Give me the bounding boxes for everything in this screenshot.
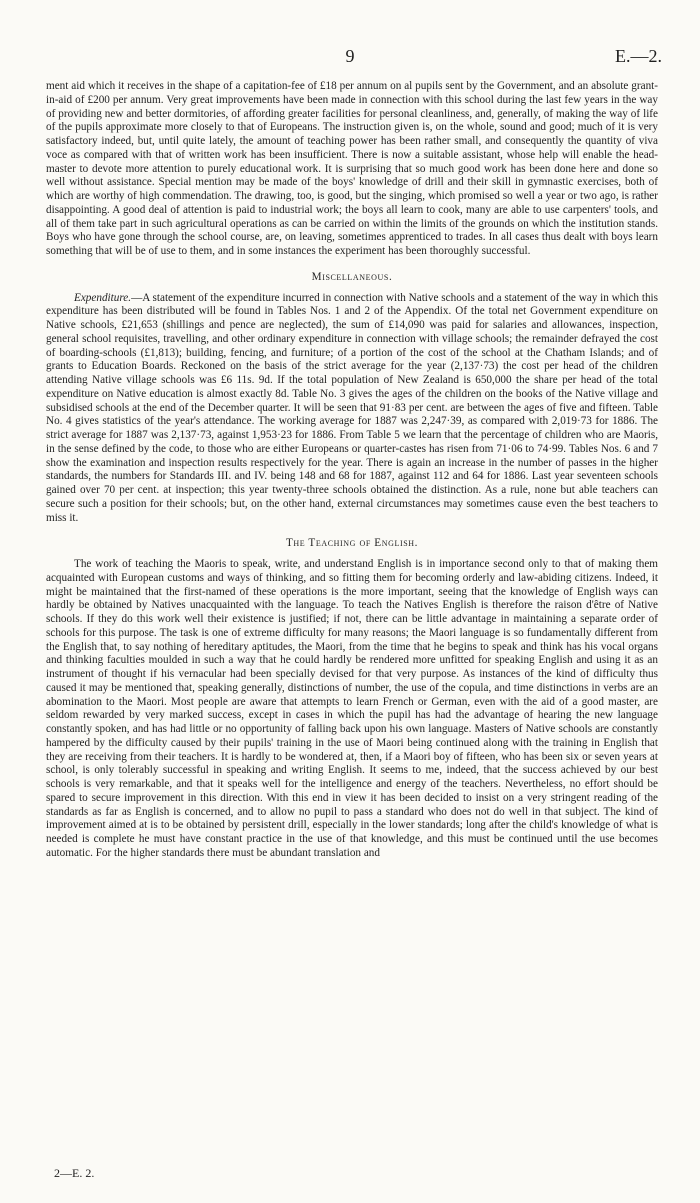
paragraph-school-report: ment aid which it receives in the shape of a capitation-fee of £18 per annum on al pupils sent by the Government, and an absolute grant-in-aid of £200 per annum. Very great improvements have been made in connection with this school during the last few years in the way of providing new and better dormitories, of affording greater facilities for personal cleanliness, and, generally, of making the way of life of the pupils approximate more closely to that of Europeans. The instruction given is, on the whole, sound and good; much of it is very satisfactory indeed, but, until quite lately, the amount of teaching power has been rather small, and consequently the quantity of viva voce as compared with that of written work has been insufficient. There is now a suitable assistant, whose help will enable the head-master to devote more attention to purely educational work. It is surprising that so much good work has been done here and done so well without assistance. Special mention may be made of the boys' knowledge of drill and their skill in gymnastic exercises, both of which are worthy of high commendation. The drawing, too, is good, but the singing, which promised so well a year or two ago, is rather disappointing. A good deal of attention is paid to industrial work; the boys all learn to cook, many are able to use carpenters' tools, and all of them take part in such agricultural operations as can be carried on within the limits of the grounds on which the institution stands. Boys who have gone through the school course, are, on leaving, sometimes apprenticed to trades. In all cases thus dealt with boys learn something that will be of use to them, and in some instances the experiment has been thoroughly successful.	[46, 80, 658, 257]
document-reference: E.—2.	[615, 46, 662, 66]
section-heading-miscellaneous: Miscellaneous.	[311, 270, 393, 283]
page-number: 9	[345, 46, 355, 66]
section-heading-teaching-english: The Teaching of English.	[285, 537, 419, 550]
paragraph-expenditure	[46, 292, 658, 526]
expenditure-lead: Expenditure.	[74, 291, 132, 304]
signature-mark: 2—E. 2.	[54, 1166, 95, 1180]
expenditure-text: —A statement of the expenditure incurred in connection with Native schools and a statement of the way in which this expenditure has been distributed will be found in Tables Nos. 1 and 2 of the Appendix. Of the total net Government expenditure on Native schools, £21,653 (shillings and pence are neglected), the sum of £14,090 was paid for salaries and allowances, inspection, general school requisites, travelling, and other ordinary expenditure in connection with village schools; the remainder defrayed the cost of boarding-schools (£1,813); building, fencing, and furniture; of a portion of the cost of the school at the Chatham Islands; and of grants to Education Boards. Reckoned on the basis of the strict average for the year (2,137·73) the cost per head of the children attending Native village schools was £6 11s. 9d. If the total population of New Zealand is 650,000 the share per head of the total expenditure on Native education is almost exactly 8d. Table No. 3 gives the ages of the children on the books of the Native village and subsidised schools at the end of the December quarter. It will be seen that 91·83 per cent. are between the ages of five and fifteen. Table No. 4 gives statistics of the year's attendance. The working average for 1887 was 2,247·39, as compared with 2,019·73 for 1886. The strict average for 1887 was 2,137·73, against 1,953·23 for 1886. From Table 5 we learn that the percentage of children who are Maoris, in the sense defined by the code, to those who are either Europeans or quarter-castes has risen from 71·06 to 74·99. Tables Nos. 6 and 7 show the examination and inspection results respectively for the year. There is again an increase in the number of passes in the higher standards, the numbers for Standards III. and IV. being 148 and 68 for 1887, against 112 and 64 for 1886. Last year seventeen schools gained over 70 per cent. at inspection; this year twenty-three schools obtained the distinction. As a rule, none but able teachers can secure such a position for their schools; but, on the other hand, external circumstances may sometimes cause even the best teachers to miss it.	[46, 291, 658, 524]
paragraph-teaching-english: The work of teaching the Maoris to speak, write, and understand English is in importance second only to that of making them acquainted with European customs and ways of thinking, and so fitting them for becoming orderly and law-abiding citizens. Indeed, it might be maintained that the first-named of these operations is the more important, seeing that the knowledge of English ways can hardly be obtained by Natives unacquainted with the language. To teach the Natives English is therefore the raison d'être of Native schools. If they do this work well their existence is justified; if not, there can be little advantage in maintaining a separate order of schools for this purpose. The task is one of extreme difficulty for many reasons; the Maori language is so fundamentally different from the English that, to say nothing of hereditary aptitudes, the Maori, from the time that he begins to speak and think has his vocal organs and thinking faculties moulded in such a way that he could hardly be rendered more unfitted for speaking English and using it as an instrument of thought if his vernacular had been specially devised for that very purpose. As instances of the kind of difficulty thus caused it may be mentioned that, speaking generally, distinctions of number, the use of the copula, and time distinctions in verbs are an abomination to the Maori. Most people are aware that attempts to learn French or German, even with the aid of a good master, are seldom rewarded by very marked success, except in cases in which the pupil has had the advantage of hearing the new language constantly spoken, and has had little or no opportunity of falling back upon his own language. Masters of Native schools are constantly hampered by the difficulty caused by their pupils' training in the use of Maori being continued along with the training in English that they are receiving from their teachers. It is hardly to be wondered at, then, if a Maori boy of fifteen, who has been six or seven years at school, is only tolerably successful in speaking and writing English. It seems to me, indeed, that the success achieved by our best schools is very remarkable, and that it speaks well for the intelligence and energy of the teachers. Nevertheless, no effort should be spared to secure improvement in this direction. With this end in view it has been decided to insist on a very stringent reading of the standards as far as English is concerned, and to allow no pupil to pass a standard who does not do well in that subject. The kind of improvement aimed at is to be obtained by persistent drill, especially in the lower standards; long after the child's knowledge of what is needed is complete he must have constant practice in the use of that knowledge, and this must be continued until the use becomes automatic. For the higher standards there must be abundant translation and	[46, 558, 658, 859]
document-body	[46, 80, 658, 861]
